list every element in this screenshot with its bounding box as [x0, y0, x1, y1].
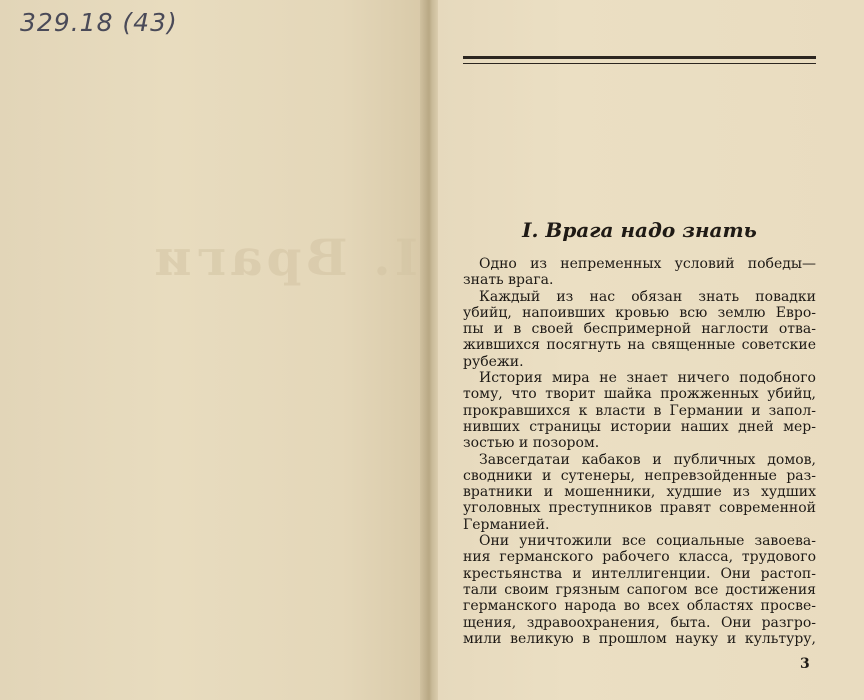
text-line: знать врага.: [463, 272, 554, 289]
text-line: ния германского рабочего класса, трудового: [463, 549, 816, 566]
left-page: [0, 0, 428, 700]
bleed-through-text: I. Враги: [150, 228, 418, 287]
text-line: пы и в своей беспримерной наглости отва-: [463, 321, 816, 338]
paragraph-1: [463, 256, 816, 289]
text-line: прокравшихся к власти в Германии и запол-: [463, 402, 816, 419]
text-line: Каждый из нас обязан знать повадки: [479, 288, 816, 305]
chapter-title: I. Врага надо знать: [522, 218, 757, 242]
text-line: жившихся посягнуть на священные советские: [463, 337, 816, 354]
text-line: Германией.: [463, 516, 550, 533]
paragraph-2: [463, 289, 816, 370]
paragraph-5: [463, 533, 816, 647]
paragraph-3: [463, 370, 816, 451]
text-line: крестьянства и интеллигенции. Они растоп-: [463, 565, 816, 582]
page-number: 3: [800, 656, 810, 672]
book-gutter: [420, 0, 440, 700]
text-line: убийц, напоивших кровью всю землю Евро-: [463, 304, 816, 321]
text-line: тали своим грязным сапогом все достижения: [463, 581, 816, 598]
header-rule-thick: [463, 56, 816, 59]
text-line: Завсегдатаи кабаков и публичных домов,: [479, 451, 816, 468]
text-line: вратники и мошенники, худшие из худших: [463, 484, 816, 501]
text-line: мили великую в прошлом науку и культуру,: [463, 630, 816, 647]
text-line: рубежи.: [463, 353, 524, 370]
text-line: История мира не знает ничего подобного: [479, 370, 816, 387]
text-line: Они уничтожили все социальные завоева-: [479, 533, 816, 550]
text-line: нивших страницы истории наших дней мер-: [463, 418, 816, 435]
text-line: тому, что творит шайка прожженных убийц,: [463, 386, 816, 403]
text-line: щения, здравоохранения, быта. Они разгро-: [463, 614, 816, 631]
text-line: сводники и сутенеры, непревзойденные раз-: [463, 467, 816, 484]
text-line: зостью и позором.: [463, 435, 600, 452]
header-rule-thin: [463, 63, 816, 64]
handwritten-catalog-number: 329.18 (43): [20, 8, 178, 37]
text-line: германского народа во всех областях просве-: [463, 598, 816, 615]
chapter-body: [463, 256, 816, 647]
text-line: Одно из непременных условий победы—: [479, 256, 816, 272]
paragraph-4: [463, 452, 816, 533]
text-line: уголовных преступников правят современной: [463, 500, 816, 517]
